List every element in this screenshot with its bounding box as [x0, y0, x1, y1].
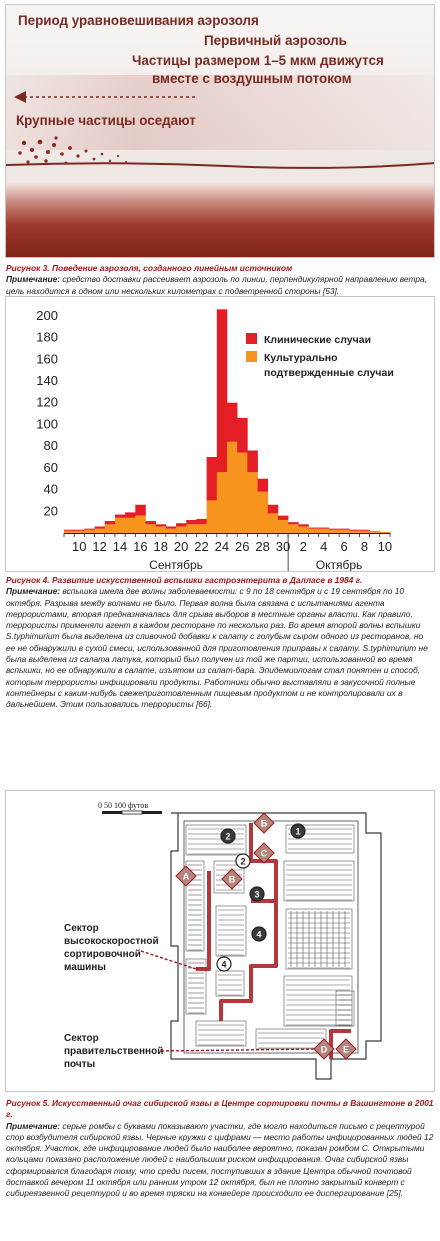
bar-clinical — [84, 529, 94, 530]
mail-route — [196, 823, 351, 1059]
fine-particles-label-1: Частицы размером 1–5 мкм движутся — [132, 53, 384, 68]
diamond-marker — [176, 866, 196, 886]
bar-confirmed — [309, 529, 319, 533]
aerosol-figure — [5, 4, 435, 258]
x-tick-label: 2 — [299, 539, 308, 554]
fig5-note-text: серые ромбы с буквами показывают участки, где могло находиться письмо с рецептурой спор возбудителя сибирской язвы. Черные кружки с цифрами — место работы инфицированных людей 12 октября. Участок, где инфицирование людей было наиболее вероятно, показан ромбом С. Открытыми кольцами показано расположение людей с наибольшим риском инфицирования. Очаг сибирской язвы сформировался благодаря тому, что среди писем, поступивших в здание Центра обычной почтовой доставкой вечером 11 октября или ранним утром 12 октября, был не плотно закрытый конверт с сибиреязвенной рецептурой и во время тряски на конвейере происходило ее диспергирование [25]. — [6, 1120, 434, 1199]
bar-clinical — [227, 403, 237, 442]
chart-panel — [5, 296, 435, 572]
bar-confirmed — [288, 524, 298, 533]
bar-clinical — [288, 522, 298, 524]
gov-label-2: правительственной — [64, 1046, 164, 1057]
hs-label-1: Сектор — [64, 923, 99, 934]
bar-confirmed — [227, 442, 237, 533]
y-tick-label: 40 — [43, 481, 58, 497]
bar-clinical — [268, 505, 278, 514]
fig3-caption — [6, 263, 434, 297]
bar-confirmed — [84, 530, 94, 533]
hs-label-2: высокоскоростной — [64, 936, 159, 947]
gov-label-3: почты — [64, 1059, 96, 1070]
x-tick-label: 8 — [360, 539, 369, 554]
bar-confirmed — [207, 500, 217, 533]
floorplan-panel — [5, 790, 435, 1092]
scale-bar — [98, 801, 162, 814]
x-tick-label: 18 — [153, 539, 169, 554]
bar-clinical — [359, 530, 369, 531]
bar-confirmed — [146, 524, 156, 533]
y-tick-label: 160 — [36, 351, 58, 367]
scale-label: 0 50 100 футов — [98, 801, 149, 810]
fig5-caption — [6, 1098, 434, 1200]
bar-clinical — [166, 526, 176, 528]
bar-confirmed — [135, 516, 145, 533]
x-tick-label: 10 — [72, 539, 87, 554]
y-tick-label: 140 — [36, 373, 58, 388]
y-tick-label: 20 — [43, 503, 58, 519]
bar-confirmed — [349, 531, 359, 533]
bar-clinical — [105, 521, 115, 524]
bar-clinical — [125, 512, 135, 517]
y-axis — [36, 308, 58, 518]
bar-confirmed — [95, 529, 105, 533]
fig4-caption-title: Рисунок 4. Развитие искусственной вспышки гастроэнтерита в Далласе в 1984 г. — [6, 575, 363, 585]
legend-swatch-confirmed — [246, 351, 257, 362]
x-tick-label: 12 — [92, 539, 107, 554]
fig4-note-text: вспышка имела две волны заболеваемости: с 9 по 18 сентября и с 19 сентября по 10 октября. Разрыва между волнами не было. Первая волна была связана с испытаниями агента террористами, вторая предназначалась для срыва выборов в местные органы власти. Как правило, террористы применяли агент в каждом ресторане по несколько раз. Во время второй волны вспышки S.typhimurium была выделена из сливочной добавки к салату с голубым сыром одного из ресторанов, но ее не обнаружили в сухой смеси, использованной для приготовления приправы к салату. S.typhimurium не была выделена из салата латука, который был получен из той же партии, использованной во время вспышки, но ее обнаружили в салате, изъятом из салат-бара. Эпидемиологам стал понятен и способ, которым террористы инфицировали продукты. Работники обычно выставляли в закусочной полные контейнеры с каким-нибудь свежеприготовленным пищевым продуктом и не контролировали их в дальнейшем. Этим пользовались террористы [66]. — [6, 586, 428, 710]
fig3-caption-title: Рисунок 3. Поведение аэрозоля, созданного линейным источником — [6, 263, 293, 273]
bar-confirmed — [298, 526, 308, 533]
bar-confirmed — [237, 453, 247, 533]
worker-circle — [252, 927, 266, 941]
x-tick-label: 4 — [320, 539, 328, 554]
legend-label-confirmed-2: подтвержденные случаи — [264, 367, 394, 379]
y-tick-label: 180 — [36, 329, 58, 345]
bar-clinical — [247, 450, 257, 472]
bar-confirmed — [115, 518, 125, 533]
y-tick-label: 120 — [36, 394, 58, 410]
floorplan — [6, 791, 434, 1091]
epidemic-chart — [6, 297, 434, 571]
bar-confirmed — [156, 526, 166, 533]
bar-clinical — [74, 530, 84, 531]
x-tick-label: 14 — [112, 539, 128, 554]
primary-aerosol-label: Первичный аэрозоль — [204, 33, 347, 48]
circle-number: 3 — [254, 889, 260, 900]
bar-confirmed — [268, 513, 278, 533]
bar-confirmed — [329, 530, 339, 533]
bar-clinical — [95, 526, 105, 528]
diamond-letter: E — [342, 1044, 350, 1055]
bar-confirmed — [74, 531, 84, 533]
diamond-letter: B — [228, 874, 236, 885]
bar-clinical — [319, 528, 329, 529]
diamond-marker — [336, 1039, 356, 1059]
legend-swatch-clinical — [246, 333, 257, 344]
x-tick-label: 22 — [194, 539, 209, 554]
bar-clinical — [258, 479, 268, 492]
bar-clinical — [329, 529, 339, 530]
bar-clinical — [146, 521, 156, 524]
bar-clinical — [156, 524, 166, 526]
bar-confirmed — [186, 524, 196, 533]
bar-confirmed — [176, 526, 186, 533]
x-tick-label: 24 — [214, 539, 230, 554]
bar-confirmed — [278, 520, 288, 533]
circle-number: 4 — [221, 959, 227, 970]
bar-clinical — [135, 505, 145, 516]
x-tick-label: 16 — [133, 539, 148, 554]
hs-sector-label — [64, 923, 196, 973]
bar-confirmed — [319, 529, 329, 533]
bar-confirmed — [196, 524, 206, 533]
legend — [246, 333, 394, 379]
bar-clinical — [217, 309, 227, 472]
circle-number: 2 — [240, 856, 246, 867]
fine-particles-label-2: вместе с воздушным потоком — [152, 71, 352, 86]
hs-label-3: сортировочной — [64, 949, 141, 960]
worker-circle — [250, 887, 264, 901]
machinery-detail — [186, 825, 354, 1049]
worker-circle — [236, 854, 250, 868]
worker-circle — [221, 829, 235, 843]
fig5-note-label: Примечание: — [6, 1120, 61, 1131]
x-tick-label: 30 — [275, 539, 291, 554]
diamond-letter: Б — [260, 818, 268, 829]
x-tick-label: 28 — [255, 539, 270, 554]
circle-number: 2 — [225, 831, 231, 842]
fig4-note-label: Примечание: — [6, 586, 61, 597]
y-tick-label: 60 — [43, 459, 58, 475]
fig4-caption — [6, 575, 434, 711]
y-tick-label: 80 — [43, 438, 58, 454]
bar-confirmed — [105, 524, 115, 533]
legend-label-clinical: Клинические случаи — [264, 334, 372, 346]
month-label-september: Сентябрь — [149, 558, 203, 571]
diamond-marker — [222, 869, 242, 889]
y-tick-label: 200 — [36, 307, 58, 323]
x-tick-label: 6 — [340, 539, 348, 554]
worker-circle — [291, 824, 305, 838]
bar-confirmed — [247, 472, 257, 533]
gov-label-1: Сектор — [64, 1033, 99, 1044]
bar-clinical — [207, 457, 217, 500]
fig5-caption-title: Рисунок 5. Искусственный очаг сибирской язвы в Центре сортировки почты в Вашингтоне в 2001 г. — [6, 1098, 434, 1120]
x-tick-label: 26 — [235, 539, 250, 554]
circle-number: 1 — [295, 826, 301, 837]
worker-circle — [217, 957, 231, 971]
bar-clinical — [278, 516, 288, 520]
x-tick-label: 20 — [173, 539, 189, 554]
aerosol-equilibrium-label: Период уравновешивания аэрозоля — [18, 13, 259, 28]
diamond-marker — [254, 813, 274, 833]
y-tick-label: 100 — [36, 416, 58, 432]
bar-confirmed — [166, 529, 176, 533]
bar-clinical — [196, 519, 206, 524]
month-label-october: Октябрь — [315, 558, 363, 571]
fig3-note-text: средство доставки рассеивает аэрозоль по линии, перпендикулярной направлению ветра, цель находится в одном или нескольких километрах с подветренной стороны [53]. — [6, 274, 427, 296]
bar-clinical — [237, 418, 247, 453]
legend-label-confirmed: Культурально — [264, 352, 338, 364]
bar-confirmed — [64, 531, 74, 533]
bar-confirmed — [339, 530, 349, 533]
diamond-letter: A — [182, 871, 190, 882]
circle-number: 4 — [256, 929, 262, 940]
diamond-letter: C — [260, 848, 268, 859]
fig3-note-label: Примечание: — [6, 274, 61, 285]
bar-clinical — [186, 520, 196, 524]
bar-clinical — [349, 530, 359, 531]
bar-clinical — [64, 530, 74, 531]
bar-clinical — [339, 529, 349, 530]
bar-clinical — [309, 528, 319, 529]
hs-label-4: машины — [64, 962, 106, 973]
bar-confirmed — [370, 531, 380, 533]
bar-clinical — [176, 523, 186, 526]
bar-confirmed — [125, 518, 135, 533]
large-particles-label: Крупные частицы оседают — [16, 113, 196, 128]
bar-clinical — [298, 524, 308, 526]
x-tick-label: 10 — [377, 539, 393, 554]
gov-sector-label — [64, 1033, 316, 1070]
bar-confirmed — [359, 531, 369, 533]
bar-clinical — [115, 515, 125, 518]
diamond-letter: D — [320, 1044, 328, 1055]
x-axis — [64, 533, 392, 571]
bar-confirmed — [217, 472, 227, 533]
bar-confirmed — [380, 532, 390, 533]
bar-confirmed — [258, 492, 268, 533]
